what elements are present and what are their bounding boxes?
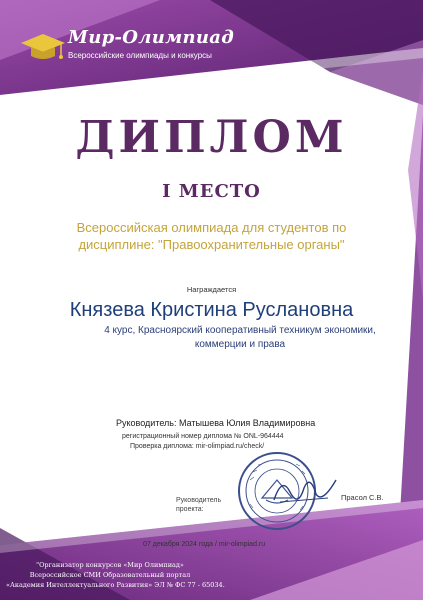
- graduation-cap-icon: [20, 30, 66, 64]
- verification-link: Проверка диплома: mir-olimpiad.ru/check/: [130, 443, 265, 450]
- place-label: I МЕСТО: [162, 181, 261, 202]
- olympiad-title: [40, 219, 383, 253]
- olympiad-line-1: Всероссийская олимпиада для студентов по: [76, 220, 347, 235]
- supervisor-line: Руководитель: Матышева Юлия Владимировна: [116, 418, 316, 428]
- study-line-2: коммерции и права: [194, 339, 286, 350]
- recipient-name: Князева Кристина Руслановна: [69, 299, 354, 321]
- project-leader-label-line-2: проекта:: [176, 506, 204, 513]
- study-info: [90, 324, 390, 352]
- logo-title: Мир-Олимпиад: [68, 27, 235, 48]
- organizer-line-2: Всероссийское СМИ Образовательный портал: [29, 571, 191, 579]
- registration-number: регистрационный номер диплома № ONL-964444: [122, 433, 284, 440]
- olympiad-line-2: дисциплине: "Правоохранительные органы": [78, 237, 345, 252]
- logo-subtitle: Всероссийские олимпиады и конкурсы: [68, 51, 212, 60]
- project-leader-label-line-1: Руководитель: [176, 497, 222, 504]
- diploma-title: ДИПЛОМ: [75, 112, 348, 163]
- signature: [270, 470, 340, 510]
- signer-name: Прасол С.В.: [341, 493, 384, 502]
- study-line-1: 4 курс, Красноярский кооперативный техникум экономики,: [104, 325, 376, 336]
- organizer-line-3: «Академия Интеллектуального Развития» ЭЛ № ФС 77 - 65034.: [6, 581, 225, 589]
- issue-date: 07 декабря 2024 года / mir-olimpiad.ru: [143, 541, 266, 548]
- organizer-line-1: "Организатор конкурсов «Мир Олимпиад»: [36, 561, 184, 569]
- awarded-label: Награждается: [186, 285, 237, 294]
